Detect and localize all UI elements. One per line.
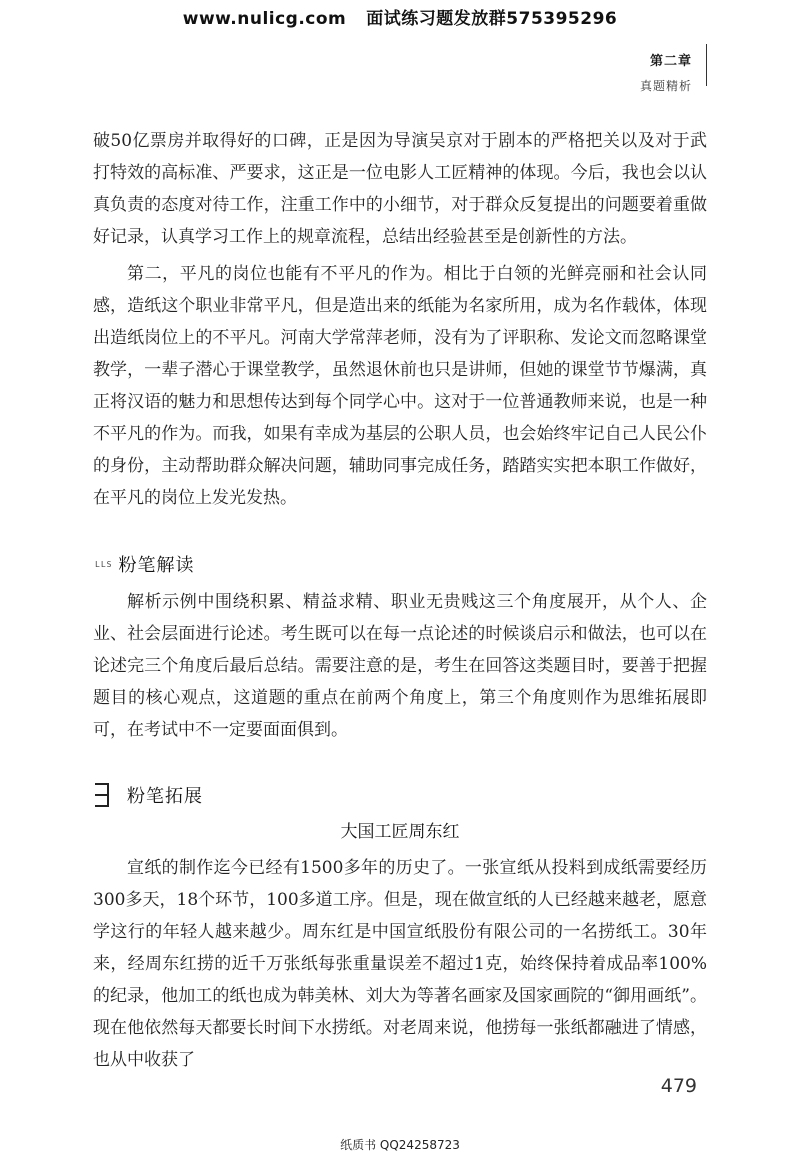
chapter-header — [640, 50, 692, 94]
paragraph-second-point: 第二，平凡的岗位也能有不平凡的作为。相比于白领的光鲜亮丽和社会认同感，造纸这个职业非常平凡，但是造出来的纸能为名家所用，成为名作载体，体现出造纸岗位上的不平凡。河南大学常萍老师，没有为了评职称、发论文而忽略课堂教学，一辈子潜心于课堂教学，虽然退休前也只是讲师，但她的课堂节节爆满，真正将汉语的魅力和思想传达到每个同学心中。这对于一位普通教师来说，也是一种不平凡的作为。而我，如果有幸成为基层的公职人员，也会始终牢记自己人民公仆的身份，主动帮助群众解决问题，辅助同事完成任务，踏踏实实把本职工作做好，在平凡的岗位上发光发热。 — [93, 264, 707, 508]
chapter-divider — [706, 44, 707, 86]
section-extension-heading — [95, 782, 203, 808]
page-number: 479 — [660, 1075, 697, 1097]
section-analysis-title: 粉笔解读 — [118, 555, 195, 576]
chapter-title: 第二章 — [649, 54, 692, 69]
bracket-icon — [95, 783, 109, 807]
watermark — [0, 4, 800, 29]
section-analysis-icon: LLS — [95, 559, 113, 569]
watermark-site: www.nulicg.com — [182, 9, 347, 29]
section-extension-body: 宣纸的制作迄今已经有1500多年的历史了。一张宣纸从投料到成纸需要经历300多天，18个环节，100多道工序。但是，现在做宣纸的人已经越来越老，愿意学这行的年轻人越来越少。周东红是中国宣纸股份有限公司的一名捞纸工。30年来，经周东红捞的近千万张纸每张重量误差不超过1克，始终保持着成品率100%的纪录，他加工的纸也成为韩美林、刘大为等著名画家及国家画院的“御用画纸”。现在他依然每天都要长时间下水捞纸。对老周来说，他捞每一张纸都融进了情感，也从中收获了 — [93, 858, 707, 1070]
section-analysis-heading — [95, 551, 194, 577]
article-subtitle: 大国工匠周东红 — [340, 822, 460, 842]
watermark-text: 面试练习题发放群575395296 — [366, 9, 618, 29]
footer-watermark: 纸质书 QQ24258723 — [340, 1138, 460, 1152]
paragraph-continuation: 破50亿票房并取得好的口碑，正是因为导演吴京对于剧本的严格把关以及对于武打特效的高标准、严要求，这正是一位电影人工匠精神的体现。今后，我也会以认真负责的态度对待工作，注重工作中的小细节，对于群众反复提出的问题要着重做好记录，认真学习工作上的规章流程，总结出经验甚至是创新性的方法。 — [93, 131, 707, 247]
section-analysis-body: 解析示例中围绕积累、精益求精、职业无贵贱这三个角度展开，从个人、企业、社会层面进行论述。考生既可以在每一点论述的时候谈启示和做法，也可以在论述完三个角度后最后总结。需要注意的是，考生在回答这类题目时，要善于把握题目的核心观点，这道题的重点在前两个角度上，第三个角度则作为思维拓展即可，在考试中不一定要面面俱到。 — [93, 592, 707, 740]
section-extension-title: 粉笔拓展 — [127, 786, 203, 807]
chapter-subtitle: 真题精析 — [639, 79, 692, 93]
